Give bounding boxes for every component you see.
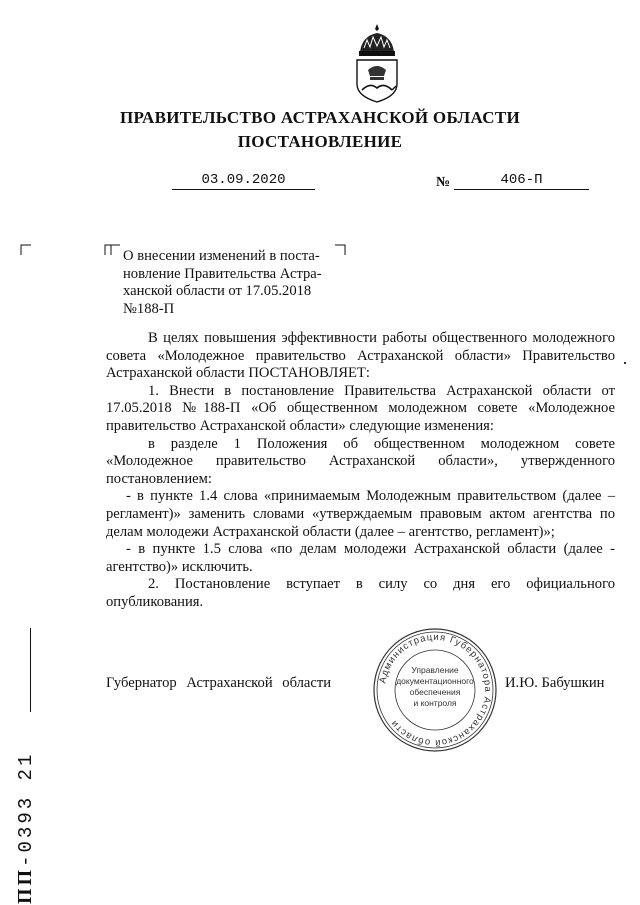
paragraph-item-2: 2. Постановление вступает в силу со дня его официального опубликования. (106, 576, 615, 610)
left-corner-mark (20, 244, 32, 256)
paragraph-item-1: 1. Внести в постановление Правительства Астраханской области от 17.05.2018 №188-П «Об общественном молодежном совете «Молодежное правительство Астраханской области» следующие изменения: (106, 382, 615, 434)
document-number: 406-П (454, 172, 589, 190)
side-code-prefix: ПП (14, 866, 36, 904)
stamp-line: обеспечения (409, 687, 461, 697)
document-type: ПОСТАНОВЛЕНИЕ (237, 132, 403, 151)
stamp-line: Управление (411, 665, 459, 675)
signatory-name: И.Ю. Бабушкин (505, 675, 605, 691)
side-serial-code (14, 752, 37, 904)
subject-line: О внесении изменений в поста- (123, 248, 320, 264)
org-title: ПРАВИТЕЛЬСТВО АСТРАХАНСКОЙ ОБЛАСТИ (120, 108, 520, 127)
side-code-number: -0393 21 (15, 751, 37, 867)
stamp-line: документационного (396, 676, 474, 686)
side-vertical-rule (30, 628, 31, 712)
subject-line: ханской области от 17.05.2018 (123, 283, 312, 300)
subject-open-bracket (104, 244, 122, 256)
paragraph-preamble: В целях повышения эффективности работы общественного молодежного совета «Молодежное правительство Астраханской области» Правительство Астраханской области ПОСТАНОВЛЯЕТ: (106, 330, 615, 382)
document-subject (123, 248, 322, 318)
number-sign: № (436, 175, 451, 190)
paragraph-point-1-5: - в пункте 1.5 слова «по делам молодежи Астраханской области (далее - агентство)» исключить. (106, 541, 615, 575)
coat-of-arms-emblem (352, 22, 402, 104)
margin-dot (624, 362, 626, 364)
paragraph-point-1-4: - в пункте 1.4 слова «принимаемым Молодежным правительством (далее – регламент)» заменить словами «утверждаемым правовым актом агентства по делам молодежи Астраханской области (далее – агентство, регламент)»; (106, 488, 615, 540)
subject-close-bracket (334, 244, 346, 256)
stamp-line: и контроля (413, 698, 457, 708)
stamp-inner-text (372, 665, 498, 709)
document-date: 03.09.2020 (172, 172, 315, 190)
subject-line: №188-П (123, 300, 175, 317)
paragraph-section-1: в разделе 1 Положения об общественном молодежном совете «Молодежное правительство Астраханской области», утвержденного постановлением: (106, 435, 615, 487)
subject-line: новление Правительства Астра- (123, 265, 322, 282)
stamp-ring-text: Администрация Губернатора Астраханской области (377, 631, 494, 749)
official-stamp (372, 627, 498, 753)
document-body (106, 330, 615, 612)
signatory-position: Губернатор Астраханской области (106, 675, 332, 691)
